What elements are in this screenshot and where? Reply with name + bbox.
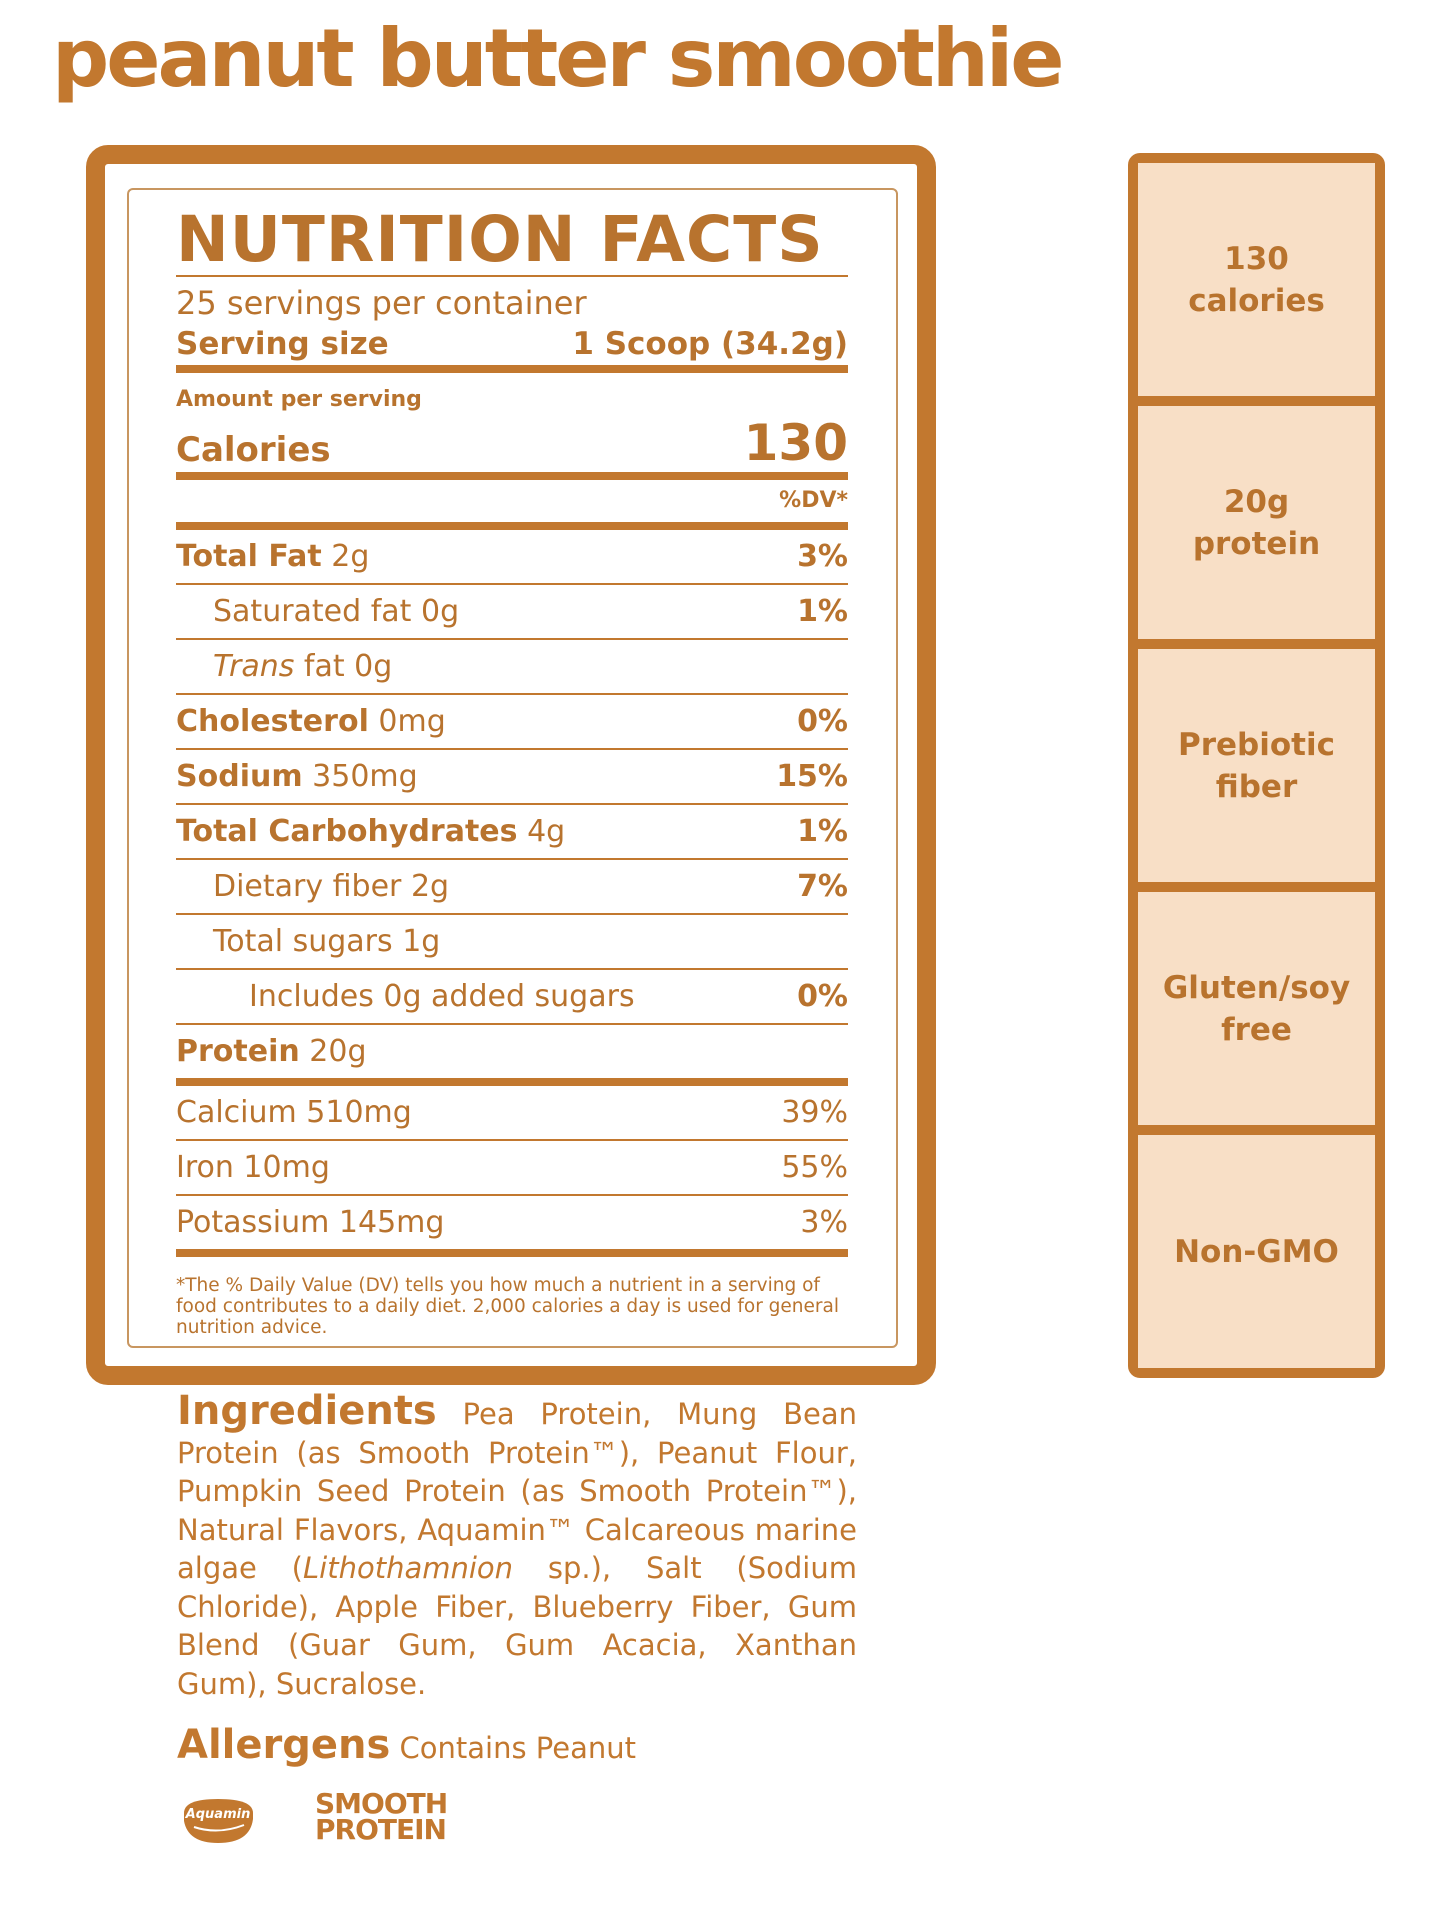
- nutrient-row-added-sugars: [176, 970, 848, 1025]
- nutrient-amount: 0mg: [378, 704, 446, 739]
- nutrient-row-total-sugars: [176, 915, 848, 970]
- mineral-dv: 55%: [781, 1150, 848, 1185]
- badge-gluten-soy-free: Gluten/soy free: [1138, 892, 1375, 1125]
- smooth-protein-logo-line1: SMOOTH: [315, 1787, 448, 1820]
- ingredients-text-italic: Lithothamnion: [303, 1551, 514, 1585]
- badge-non-gmo: Non-GMO: [1138, 1135, 1375, 1368]
- mineral-dv: 39%: [781, 1095, 848, 1130]
- badge-calories: 130 calories: [1138, 163, 1375, 396]
- nutrient-dv: 0%: [797, 704, 848, 739]
- mineral-row-potassium: [176, 1196, 848, 1249]
- nutrient-dv: 0%: [797, 979, 848, 1014]
- nutrient-amount: 2g: [331, 539, 370, 574]
- nutrient-label: Includes 0g added sugars: [249, 979, 635, 1014]
- mineral-row-calcium: [176, 1086, 848, 1141]
- mineral-label: Calcium 510mg: [176, 1095, 412, 1130]
- mineral-label: Iron 10mg: [176, 1150, 330, 1185]
- nutrient-dv: 1%: [797, 814, 848, 849]
- allergens-block: [177, 1722, 636, 1768]
- mineral-dv: 3%: [800, 1205, 848, 1240]
- nutrient-label: Cholesterol: [176, 704, 369, 739]
- nutrient-row-total-carbohydrates: [176, 805, 848, 860]
- calories-value: 130: [743, 414, 848, 472]
- mineral-row-iron: [176, 1141, 848, 1196]
- nutrient-amount: 20g: [309, 1034, 367, 1069]
- nutrient-amount: 0g: [420, 594, 460, 629]
- nutrient-label: Total Carbohydrates: [176, 814, 518, 849]
- badge-prebiotic-fiber: Prebiotic fiber: [1138, 649, 1375, 882]
- divider-thick: [176, 472, 848, 480]
- feature-badges: [1128, 153, 1385, 1378]
- ingredients-block: [177, 1388, 857, 1703]
- nutrient-dv: 3%: [797, 539, 848, 574]
- nutrient-label: Total Fat: [176, 539, 322, 574]
- smooth-protein-logo-line2: PROTEIN: [315, 1813, 446, 1846]
- nutrient-label: Dietary fiber: [213, 869, 402, 904]
- divider-thick: [176, 1078, 848, 1086]
- nutrient-row-protein: [176, 1025, 848, 1078]
- nutrient-label: Sodium: [176, 759, 303, 794]
- dv-header: %DV*: [779, 488, 848, 513]
- nutrient-row-total-fat: [176, 530, 848, 585]
- divider-thick: [176, 365, 848, 373]
- nutrient-dv: 1%: [797, 594, 848, 629]
- serving-size-label: Serving size: [176, 326, 389, 362]
- nutrient-amount: 4g: [527, 814, 566, 849]
- amount-per-serving: Amount per serving: [176, 387, 422, 412]
- nutrient-row-saturated-fat: [176, 585, 848, 640]
- page-title: peanut butter smoothie: [52, 12, 1062, 105]
- allergens-text: Contains Peanut: [390, 1731, 636, 1765]
- nutrient-amount: 2g: [410, 869, 450, 904]
- aquamin-logo-text: Aquamin: [185, 1807, 251, 1822]
- ingredients-text: Pea Protein, Mung Bean Protein (as Smooth Protein™), Peanut Flour, Pumpkin Seed Protein (as Smooth Protein™), Natural Flavors, Aquamin™ Calcareous marine algae (: [177, 1397, 857, 1585]
- calories-row: [176, 412, 848, 472]
- calories-label: Calories: [176, 430, 331, 470]
- allergens-heading: Allergens: [177, 1722, 391, 1768]
- dv-footnote: *The % Daily Value (DV) tells you how much a nutrient in a serving of food contributes to a daily diet. 2,000 calories a day is used for general nutrition advice.: [176, 1275, 839, 1338]
- nutrient-row-dietary-fiber: [176, 860, 848, 915]
- servings-per-container: 25 servings per container: [176, 284, 587, 322]
- nutrient-dv: 7%: [797, 869, 848, 904]
- nutrient-label: Protein: [176, 1034, 300, 1069]
- nutrition-facts-table: [176, 205, 848, 1338]
- divider-thick: [176, 1249, 848, 1257]
- serving-size-value: 1 Scoop (34.2g): [572, 326, 848, 362]
- ingredients-heading: Ingredients: [177, 1388, 437, 1434]
- mineral-label: Potassium 145mg: [176, 1205, 445, 1240]
- divider-thick: [176, 522, 848, 530]
- nutrient-label: Trans: [213, 649, 295, 684]
- nutrition-facts-heading: NUTRITION FACTS: [176, 203, 824, 276]
- aquamin-logo: [180, 1795, 257, 1845]
- badge-protein: 20g protein: [1138, 406, 1375, 639]
- ingredients-text-end: sp.), Salt (Sodium Chloride), Apple Fiber, Blueberry Fiber, Gum Blend (Guar Gum, Gum Acacia, Xanthan Gum), Sucralose.: [177, 1551, 857, 1701]
- nutrient-amount: 350mg: [312, 759, 418, 794]
- nutrient-row-sodium: [176, 750, 848, 805]
- smooth-protein-logo: [315, 1787, 455, 1851]
- nutrient-amount: 1g: [402, 924, 441, 959]
- nutrient-row-cholesterol: [176, 695, 848, 750]
- nutrient-label: Total sugars: [213, 924, 393, 959]
- serving-size-row: [176, 323, 848, 365]
- nutrient-row-trans-fat: [176, 640, 848, 695]
- nutrient-dv: 15%: [776, 759, 848, 794]
- nutrient-label: Saturated fat: [213, 594, 412, 629]
- nutrient-amount: fat 0g: [303, 649, 393, 684]
